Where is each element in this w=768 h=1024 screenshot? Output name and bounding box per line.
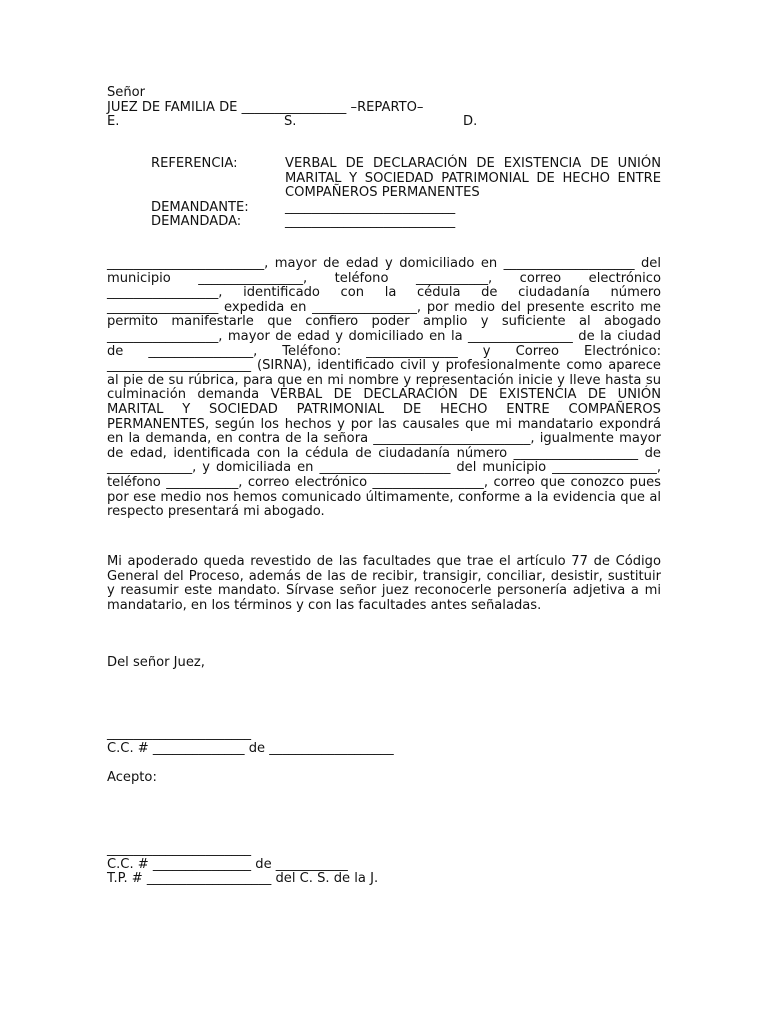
signature-line: ______________________ (107, 726, 252, 741)
reference-block (151, 157, 663, 230)
acepto-label: Acepto: (107, 770, 157, 785)
paragraph-2: Mi apoderado queda revestido de las facultades que trae el artículo 77 de Código General del Proceso, además de las de recibir, transigir, conciliar, desistir, sustituir y reasumir este mandato. Sírvase señor juez reconocerle personería adjetiva a mi mandatario, en los términos y con las facultades antes señaladas. (107, 554, 661, 613)
defendant-blank: __________________________ (285, 214, 456, 230)
reference-text: VERBAL DE DECLARACIÓN DE EXISTENCIA DE UNIÓN MARITAL Y SOCIEDAD PATRIMONIAL DE HECHO ENTRE COMPAÑEROS PERMANENTES (285, 156, 661, 201)
grantor-signature (107, 727, 394, 756)
grantor-cc: C.C. # ______________ de ___________________ (107, 740, 394, 756)
s-letter: S. (284, 114, 297, 130)
attorney-cc: C.C. # _______________ de ___________ (107, 856, 348, 872)
salutation: Señor (107, 85, 146, 100)
plaintiff-label: DEMANDANTE: (151, 199, 249, 215)
e-letter: E. (107, 114, 120, 130)
defendant-label: DEMANDADA: (151, 214, 242, 230)
letter-header (107, 86, 667, 130)
e-s-d-line (107, 115, 667, 130)
power-of-attorney-paragraph (107, 257, 661, 520)
attorney-signature (107, 843, 378, 887)
signature-line: ______________________ (107, 842, 252, 857)
reference-label: REFERENCIA: (151, 156, 238, 171)
closing-text: Del señor Juez, (107, 655, 205, 670)
paragraph-1: ________________________, mayor de edad y domiciliado en ____________________ del municipio ________________, teléfono ___________, correo electrónico _________________, identificado con la cédula de ciudadanía número _________________ expedida en ________________, por medio del presente escrito me permito manifestarle que confiero poder amplio y suficiente al abogado _________________, mayor de edad y domiciliado en la ________________ de la ciudad de ________________, Teléfono: ______________ y Correo Electrónico: ______________________ (SIRNA), identificado civil y profesionalmente como aparece al pie de su rúbrica, para que en mi nombre y representación inicie y lleve hasta su culminación demanda VERBAL DE DECLARACIÓN DE EXISTENCIA DE UNIÓN MARITAL Y SOCIEDAD PATRIMONIAL DE HECHO ENTRE COMPAÑEROS PERMANENTES, según los hechos y por las causales que mi mandatario expondrá en la demanda, en contra de la señora ________________________, igualmente mayor de edad, identificada con la cédula de ciudadanía número ___________________ de _____________, y domiciliada en ____________________ del municipio ________________, teléfono ___________, correo electrónico _________________, correo que conozco pues por ese medio nos hemos comunicado últimamente, conforme a la evidencia que al respecto presentará mi abogado. (107, 256, 661, 520)
plaintiff-blank: __________________________ (285, 199, 456, 215)
d-letter: D. (463, 114, 478, 130)
faculties-paragraph (107, 555, 661, 613)
judge-line: JUEZ DE FAMILIA DE ________________ –REPARTO– (107, 99, 424, 115)
attorney-tp: T.P. # ___________________ del C. S. de la J. (107, 871, 379, 887)
